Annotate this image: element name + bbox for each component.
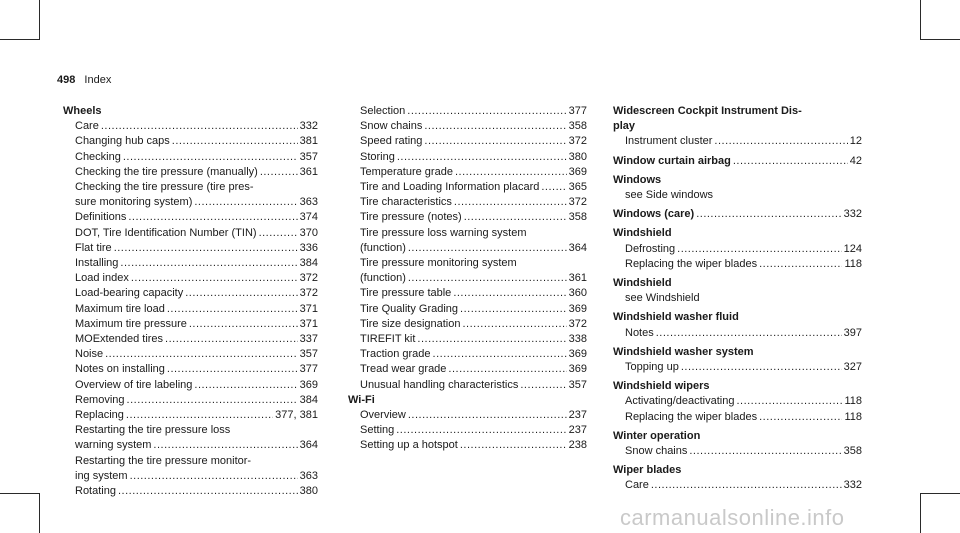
- leader-dots: [114, 241, 298, 256]
- index-entry: [348, 150, 587, 165]
- index-entry: [63, 317, 318, 332]
- index-heading: Windows: [613, 173, 662, 186]
- index-column-1: [63, 104, 318, 499]
- index-entry: [348, 332, 587, 347]
- entry-label: Replacing the wiper blades: [625, 257, 758, 270]
- index-entry: [63, 195, 318, 210]
- index-entry: [613, 134, 862, 149]
- entry-label: ing system: [75, 469, 128, 482]
- page-ref: 361: [299, 165, 318, 178]
- index-entry: [63, 454, 318, 469]
- index-entry-list: [348, 408, 587, 454]
- index-entry: [63, 302, 318, 317]
- entry-label: Installing: [75, 257, 119, 270]
- index-heading: Winter operation: [613, 429, 701, 442]
- index-column-3: [613, 104, 862, 494]
- entry-label: Changing hub caps: [75, 135, 170, 148]
- page-ref: 357: [299, 348, 318, 361]
- index-entry: [348, 165, 587, 180]
- leader-dots: [520, 378, 566, 393]
- page-ref: 370: [299, 226, 318, 239]
- entry-label: Replacing the wiper blades: [625, 410, 758, 423]
- index-entry: [348, 271, 587, 286]
- leader-dots: [128, 210, 297, 225]
- leader-dots: [153, 438, 297, 453]
- entry-label: warning system: [75, 439, 152, 452]
- leader-dots: [126, 408, 273, 423]
- page-ref: 361: [568, 272, 587, 285]
- entry-label: Storing: [360, 150, 395, 163]
- entry-label: Care: [625, 479, 649, 492]
- page-ref: 237: [568, 424, 587, 437]
- page-ref: 371: [299, 302, 318, 315]
- page-ref: 337: [299, 333, 318, 346]
- page-ref: 372: [568, 135, 587, 148]
- index-entry: [613, 394, 862, 409]
- index-entry: [613, 478, 862, 493]
- leader-dots: [408, 408, 567, 423]
- page-ref: 374: [299, 211, 318, 224]
- index-entry: [63, 286, 318, 301]
- index-heading: Windows (care): [613, 208, 695, 221]
- crop-mark: [0, 39, 40, 40]
- leader-dots: [127, 393, 298, 408]
- index-entry: [63, 438, 318, 453]
- entry-label: Care: [75, 120, 99, 133]
- leader-dots: [260, 165, 298, 180]
- entry-label: Checking the tire pressure (tire pres-: [75, 181, 254, 194]
- entry-label: Tire pressure (notes): [360, 211, 462, 224]
- page-ref: 327: [843, 361, 862, 374]
- crop-mark: [920, 493, 960, 494]
- entry-label: Restarting the tire pressure loss: [75, 424, 231, 437]
- entry-label: Maximum tire load: [75, 302, 165, 315]
- entry-label: TIREFIT kit: [360, 333, 416, 346]
- page-ref: 358: [568, 211, 587, 224]
- leader-dots: [189, 317, 298, 332]
- index-entry: [63, 150, 318, 165]
- entry-label: (function): [360, 272, 406, 285]
- index-entry: [63, 119, 318, 134]
- page-ref: 338: [568, 333, 587, 346]
- entry-label: Activating/deactivating: [625, 395, 735, 408]
- entry-label: Tire Quality Grading: [360, 302, 459, 315]
- entry-label: Checking: [75, 150, 121, 163]
- leader-dots: [651, 478, 842, 493]
- index-entry: [63, 393, 318, 408]
- index-entry-list: [613, 394, 862, 424]
- leader-dots: [397, 150, 567, 165]
- page-ref: 124: [843, 242, 862, 255]
- page-ref: 364: [299, 439, 318, 452]
- index-entry: [63, 423, 318, 438]
- leader-dots: [448, 362, 566, 377]
- index-heading: play: [613, 120, 636, 133]
- index-entry: [348, 317, 587, 332]
- index-entry: [613, 410, 862, 425]
- page-ref: 369: [299, 378, 318, 391]
- page-ref: 377: [299, 363, 318, 376]
- leader-dots: [259, 226, 298, 241]
- page-ref: 360: [568, 287, 587, 300]
- section-title: Index: [84, 74, 112, 86]
- index-entry: [63, 484, 318, 499]
- leader-dots: [194, 378, 297, 393]
- index-heading-entry: [613, 154, 862, 169]
- leader-dots: [165, 332, 298, 347]
- index-heading: Windshield: [613, 227, 672, 240]
- index-heading: Wi-Fi: [348, 393, 375, 406]
- entry-label: Temperature grade: [360, 165, 453, 178]
- leader-dots: [424, 134, 566, 149]
- entry-label: Maximum tire pressure: [75, 317, 187, 330]
- index-entry: [63, 134, 318, 149]
- entry-label: Snow chains: [360, 120, 423, 133]
- crop-mark: [39, 493, 40, 533]
- see-reference: see Side windows: [625, 189, 714, 202]
- index-entry: [63, 256, 318, 271]
- entry-label: Removing: [75, 393, 125, 406]
- page-ref: 363: [299, 196, 318, 209]
- index-entry: [348, 438, 587, 453]
- leader-dots: [733, 154, 848, 169]
- entry-label: Tire and Loading Information placard: [360, 181, 540, 194]
- entry-label: sure monitoring system): [75, 196, 193, 209]
- leader-dots: [105, 347, 298, 362]
- index-entry: [348, 362, 587, 377]
- page-ref: 372: [568, 196, 587, 209]
- leader-dots: [736, 394, 842, 409]
- leader-dots: [696, 207, 841, 222]
- index-heading: Window curtain airbag: [613, 154, 731, 167]
- index-entry: [63, 347, 318, 362]
- index-entry: [63, 469, 318, 484]
- entry-label: Tire size designation: [360, 317, 461, 330]
- leader-dots: [118, 484, 298, 499]
- entry-label: Setting: [360, 424, 395, 437]
- page-ref: 384: [299, 257, 318, 270]
- entry-label: Tire pressure table: [360, 287, 452, 300]
- page-ref: 357: [299, 150, 318, 163]
- entry-label: Notes on installing: [75, 363, 165, 376]
- leader-dots: [408, 271, 567, 286]
- index-entry: [63, 408, 318, 423]
- page-ref: 358: [843, 445, 862, 458]
- leader-dots: [677, 242, 842, 257]
- entry-label: Snow chains: [625, 445, 688, 458]
- entry-label: Instrument cluster: [625, 135, 713, 148]
- page-ref: 369: [568, 302, 587, 315]
- index-entry: [63, 332, 318, 347]
- page-ref: 364: [568, 241, 587, 254]
- page-ref: 357: [568, 378, 587, 391]
- page-ref: 397: [843, 326, 862, 339]
- page-ref: 381: [299, 135, 318, 148]
- index-entry: [348, 210, 587, 225]
- crop-mark: [920, 493, 921, 533]
- leader-dots: [433, 347, 567, 362]
- index-entry-list: [348, 104, 587, 393]
- entry-label: Tire pressure monitoring system: [360, 257, 517, 270]
- page-ref: 358: [568, 120, 587, 133]
- leader-dots: [464, 210, 567, 225]
- index-entry-list: [613, 360, 862, 375]
- index-entry: [348, 226, 587, 241]
- crop-mark: [920, 39, 960, 40]
- index-entry-list: [613, 478, 862, 493]
- leader-dots: [689, 444, 841, 459]
- page-ref: 377, 381: [275, 409, 318, 422]
- page-ref: 372: [299, 287, 318, 300]
- page-ref: 12: [849, 135, 862, 148]
- entry-label: DOT, Tire Identification Number (TIN): [75, 226, 257, 239]
- entry-label: Traction grade: [360, 348, 431, 361]
- entry-label: Load-bearing capacity: [75, 287, 184, 300]
- leader-dots: [396, 423, 566, 438]
- index-column-2: [348, 104, 587, 454]
- page-ref: 365: [568, 181, 587, 194]
- index-entry: [348, 286, 587, 301]
- page-ref: 336: [299, 241, 318, 254]
- index-entry: [63, 271, 318, 286]
- leader-dots: [656, 326, 842, 341]
- page-ref: 332: [299, 120, 318, 133]
- entry-label: Unusual handling characteristics: [360, 378, 519, 391]
- page-ref: 118: [844, 410, 862, 423]
- entry-label: Defrosting: [625, 242, 676, 255]
- index-entry: [63, 210, 318, 225]
- entry-label: Tire pressure loss warning system: [360, 226, 527, 239]
- entry-label: Checking the tire pressure (manually): [75, 165, 258, 178]
- leader-dots: [172, 134, 298, 149]
- index-entry: [348, 423, 587, 438]
- page-ref: 377: [568, 105, 587, 117]
- index-entry: [613, 257, 862, 272]
- index-heading: Windshield wipers: [613, 380, 710, 393]
- leader-dots: [759, 257, 842, 272]
- page-ref: 363: [299, 469, 318, 482]
- entry-label: Flat tire: [75, 241, 112, 254]
- index-heading: Windshield washer fluid: [613, 311, 739, 324]
- crop-mark: [920, 0, 921, 40]
- index-entry: [348, 104, 587, 119]
- leader-dots: [759, 410, 842, 425]
- index-entry: [63, 165, 318, 180]
- entry-label: Notes: [625, 326, 654, 339]
- index-entry-list: [613, 444, 862, 459]
- index-entry-list: [613, 134, 862, 149]
- entry-label: Restarting the tire pressure monitor-: [75, 454, 252, 467]
- leader-dots: [453, 286, 566, 301]
- page-ref: 42: [849, 154, 862, 167]
- leader-dots: [120, 256, 297, 271]
- entry-label: Tread wear grade: [360, 363, 447, 376]
- index-entry: [63, 378, 318, 393]
- entry-label: Overview of tire labeling: [75, 378, 193, 391]
- index-entry: [348, 378, 587, 393]
- index-entry-list: [63, 119, 318, 499]
- page-header: [57, 74, 111, 86]
- index-entry: [613, 242, 862, 257]
- index-entry: [348, 134, 587, 149]
- index-entry: [63, 362, 318, 377]
- leader-dots: [101, 119, 298, 134]
- index-entry: [348, 241, 587, 256]
- index-entry: [348, 119, 587, 134]
- crop-mark: [0, 493, 40, 494]
- entry-label: MOExtended tires: [75, 333, 164, 346]
- leader-dots: [417, 332, 566, 347]
- index-entry: [613, 360, 862, 375]
- index-entry-list: [613, 242, 862, 272]
- index-heading: Windshield: [613, 277, 672, 290]
- index-entry: [613, 326, 862, 341]
- entry-label: Setting up a hotspot: [360, 439, 458, 452]
- page-ref: 332: [843, 479, 862, 492]
- leader-dots: [408, 241, 567, 256]
- leader-dots: [454, 195, 567, 210]
- entry-label: (function): [360, 241, 406, 254]
- index-entry: [63, 241, 318, 256]
- entry-label: Noise: [75, 348, 104, 361]
- leader-dots: [185, 286, 297, 301]
- entry-label: Load index: [75, 272, 129, 285]
- index-heading-entry: [613, 207, 862, 222]
- leader-dots: [460, 302, 567, 317]
- page-ref: 384: [299, 393, 318, 406]
- index-heading: Widescreen Cockpit Instrument Dis-: [613, 105, 802, 117]
- leader-dots: [541, 180, 566, 195]
- entry-label: Topping up: [625, 361, 679, 374]
- page-ref: 380: [568, 150, 587, 163]
- page-number: 498: [57, 74, 76, 86]
- index-entry: [63, 226, 318, 241]
- leader-dots: [130, 469, 298, 484]
- leader-dots: [194, 195, 297, 210]
- entry-label: Selection: [360, 105, 406, 117]
- leader-dots: [123, 150, 298, 165]
- index-entry: [613, 444, 862, 459]
- index-heading: Windshield washer system: [613, 345, 754, 358]
- page-ref: 332: [843, 208, 862, 221]
- leader-dots: [455, 165, 567, 180]
- page-ref: 372: [568, 317, 587, 330]
- index-entry: [348, 256, 587, 271]
- page-ref: 369: [568, 348, 587, 361]
- index-entry: [348, 195, 587, 210]
- leader-dots: [424, 119, 566, 134]
- page-ref: 118: [844, 257, 862, 270]
- index-heading: Wheels: [63, 105, 102, 117]
- entry-label: Definitions: [75, 211, 127, 224]
- page-ref: 371: [299, 317, 318, 330]
- entry-label: Replacing: [75, 409, 124, 422]
- page-ref: 369: [568, 165, 587, 178]
- crop-mark: [39, 0, 40, 40]
- leader-dots: [681, 360, 842, 375]
- index-entry-list: [613, 326, 862, 341]
- index-entry: [348, 408, 587, 423]
- leader-dots: [167, 362, 298, 377]
- entry-label: Tire characteristics: [360, 196, 452, 209]
- entry-label: Overview: [360, 409, 406, 422]
- entry-label: Speed rating: [360, 135, 423, 148]
- watermark: carmanualsonline.info: [620, 505, 845, 530]
- page-ref: 237: [568, 409, 587, 422]
- index-entry: [348, 347, 587, 362]
- leader-dots: [460, 438, 567, 453]
- leader-dots: [714, 134, 847, 149]
- see-reference: see Windshield: [625, 292, 700, 305]
- index-entry: [348, 302, 587, 317]
- page-ref: 238: [568, 439, 587, 452]
- index-entry: [63, 180, 318, 195]
- index-entry: [348, 180, 587, 195]
- page-ref: 118: [844, 395, 862, 408]
- entry-label: Rotating: [75, 485, 116, 498]
- index-heading: Wiper blades: [613, 464, 682, 477]
- page-ref: 369: [568, 363, 587, 376]
- leader-dots: [131, 271, 298, 286]
- leader-dots: [167, 302, 298, 317]
- page-ref: 372: [299, 272, 318, 285]
- leader-dots: [407, 104, 566, 119]
- leader-dots: [462, 317, 566, 332]
- page-ref: 380: [299, 485, 318, 498]
